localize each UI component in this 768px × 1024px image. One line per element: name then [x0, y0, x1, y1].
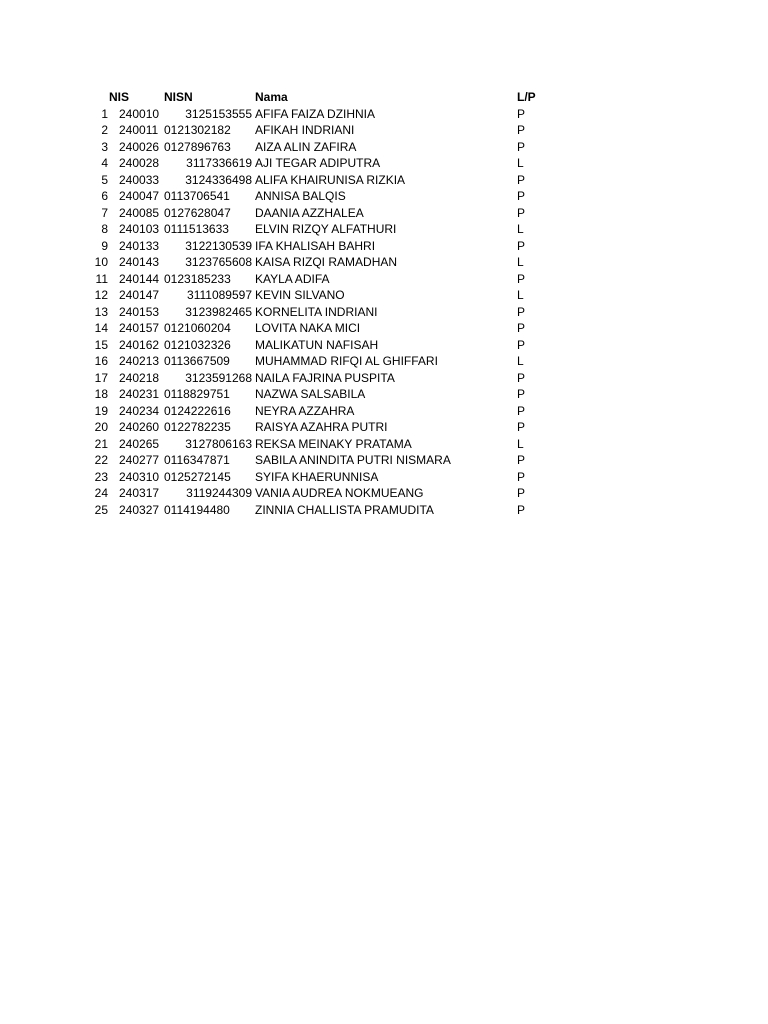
nisn-cell: 3123591268 — [185, 370, 252, 385]
table-row — [88, 304, 548, 321]
nis-cell: 240133 — [119, 238, 160, 253]
gender-cell: P — [517, 403, 526, 418]
row-number: 2 — [101, 123, 108, 137]
header-nama: Nama — [255, 90, 288, 104]
row-number: 15 — [94, 337, 108, 352]
gender-cell: L — [517, 288, 524, 302]
table-row — [88, 452, 548, 469]
nama-cell: KORNELITA INDRIANI — [255, 304, 378, 319]
row-number: 4 — [101, 156, 108, 170]
gender-cell: P — [517, 304, 526, 319]
nis-cell: 240234 — [119, 403, 160, 418]
nis-cell: 240260 — [119, 420, 160, 434]
nama-cell: RAISYA AZAHRA PUTRI — [255, 420, 388, 434]
nisn-cell: 0127896763 — [164, 139, 231, 154]
row-number: 10 — [94, 255, 108, 269]
nisn-cell: 0121032326 — [164, 337, 231, 352]
table-row — [88, 403, 548, 420]
nis-cell: 240317 — [119, 486, 160, 500]
student-rows — [88, 106, 548, 519]
nis-cell: 240103 — [119, 222, 160, 236]
gender-cell: L — [517, 255, 524, 269]
row-number: 9 — [101, 238, 108, 253]
nis-cell: 240147 — [119, 288, 160, 302]
nisn-cell: 0111513633 — [164, 222, 229, 236]
row-number: 21 — [94, 436, 108, 451]
student-list-sheet — [88, 89, 548, 518]
nama-cell: NEYRA AZZAHRA — [255, 403, 355, 418]
nama-cell: AIZA ALIN ZAFIRA — [255, 139, 357, 154]
nama-cell: ZINNIA CHALLISTA PRAMUDITA — [255, 502, 434, 517]
nis-cell: 240143 — [119, 255, 160, 269]
nis-cell: 240327 — [119, 502, 160, 517]
gender-cell: P — [517, 370, 526, 385]
nisn-cell: 0118829751 — [164, 387, 230, 401]
nis-cell: 240011 — [119, 123, 159, 137]
nisn-cell: 0125272145 — [164, 469, 231, 484]
nis-cell: 240231 — [119, 387, 160, 401]
nisn-cell: 3124336498 — [185, 172, 252, 187]
gender-cell: P — [517, 321, 526, 335]
nisn-cell: 0116347871 — [164, 453, 230, 467]
table-row — [88, 238, 548, 255]
nisn-cell: 0113667509 — [164, 354, 230, 368]
table-row — [88, 436, 548, 453]
gender-cell: P — [517, 469, 526, 484]
nis-cell: 240213 — [119, 354, 160, 368]
nis-cell: 240162 — [119, 337, 160, 352]
nisn-cell: 3127806163 — [185, 436, 252, 451]
table-row — [88, 139, 548, 156]
row-number: 17 — [94, 370, 108, 385]
table-row — [88, 188, 548, 205]
nis-cell: 240085 — [119, 205, 160, 220]
row-number: 25 — [94, 502, 108, 517]
gender-cell: P — [517, 106, 526, 121]
table-row — [88, 469, 548, 486]
nama-cell: AJI TEGAR ADIPUTRA — [255, 156, 381, 170]
header-nis: NIS — [109, 90, 130, 104]
nis-cell: 240033 — [119, 172, 160, 187]
row-number: 11 — [95, 271, 108, 286]
nama-cell: IFA KHALISAH BAHRI — [255, 238, 376, 253]
table-row — [88, 353, 548, 370]
row-number: 1 — [101, 106, 108, 121]
nis-cell: 240026 — [119, 139, 160, 154]
nisn-cell: 3123982465 — [185, 304, 252, 319]
nama-cell: MUHAMMAD RIFQI AL GHIFFARI — [255, 354, 438, 368]
table-row — [88, 205, 548, 222]
nis-cell: 240265 — [119, 436, 160, 451]
gender-cell: L — [517, 354, 524, 368]
row-number: 16 — [94, 354, 108, 368]
nis-cell: 240310 — [119, 469, 160, 484]
gender-cell: P — [517, 502, 526, 517]
row-number: 12 — [94, 288, 108, 302]
nisn-cell: 3122130539 — [185, 238, 252, 253]
table-row — [88, 254, 548, 271]
table-row — [88, 155, 548, 172]
row-number: 23 — [94, 469, 108, 484]
nama-cell: VANIA AUDREA NOKMUEANG — [255, 486, 424, 500]
header-nisn: NISN — [164, 90, 193, 104]
row-number: 3 — [101, 139, 108, 154]
nis-cell: 240157 — [119, 321, 160, 335]
row-number: 24 — [94, 486, 108, 500]
nis-cell: 240028 — [119, 156, 160, 170]
nama-cell: KAISA RIZQI RAMADHAN — [255, 255, 398, 269]
gender-cell: P — [517, 123, 526, 137]
nisn-cell: 0121302182 — [164, 123, 231, 137]
table-row — [88, 106, 548, 123]
row-number: 14 — [94, 321, 108, 335]
nisn-cell: 0123185233 — [164, 271, 231, 286]
row-number: 13 — [94, 304, 108, 319]
gender-cell: P — [517, 172, 526, 187]
gender-cell: P — [517, 205, 526, 220]
nisn-cell: 0124222616 — [164, 403, 231, 418]
nis-cell: 240277 — [119, 453, 160, 467]
nama-cell: ANNISA BALQIS — [255, 189, 346, 203]
nama-cell: KEVIN SILVANO — [255, 288, 345, 302]
nama-cell: AFIKAH INDRIANI — [255, 123, 355, 137]
nama-cell: AFIFA FAIZA DZIHNIA — [255, 106, 376, 121]
nama-cell: REKSA MEINAKY PRATAMA — [255, 436, 412, 451]
table-row — [88, 386, 548, 403]
nama-cell: ELVIN RIZQY ALFATHURI — [255, 222, 397, 236]
header-row — [88, 89, 548, 106]
nama-cell: ALIFA KHAIRUNISA RIZKIA — [255, 172, 406, 187]
gender-cell: P — [517, 387, 526, 401]
nis-cell: 240047 — [119, 189, 160, 203]
row-number: 20 — [94, 420, 108, 434]
table-row — [88, 271, 548, 288]
row-number: 8 — [101, 222, 108, 236]
gender-cell: P — [517, 238, 526, 253]
table-row — [88, 122, 548, 139]
nisn-cell: 3119244309 — [186, 486, 252, 500]
gender-cell: P — [517, 139, 526, 154]
table-row — [88, 221, 548, 238]
nis-cell: 240144 — [119, 271, 160, 286]
nisn-cell: 3123765608 — [185, 255, 252, 269]
gender-cell: L — [517, 436, 524, 451]
gender-cell: P — [517, 486, 526, 500]
header-lp: L/P — [517, 90, 536, 104]
gender-cell: P — [517, 271, 526, 286]
nisn-cell: 0122782235 — [164, 420, 231, 434]
nisn-cell: 0121060204 — [164, 321, 231, 335]
table-row — [88, 337, 548, 354]
nisn-cell: 0127628047 — [164, 205, 231, 220]
gender-cell: P — [517, 189, 526, 203]
table-row — [88, 172, 548, 189]
nama-cell: LOVITA NAKA MICI — [255, 321, 361, 335]
nis-cell: 240010 — [119, 106, 160, 121]
gender-cell: P — [517, 420, 526, 434]
row-number: 19 — [94, 403, 108, 418]
nisn-cell: 0113706541 — [164, 189, 230, 203]
nama-cell: MALIKATUN NAFISAH — [255, 337, 379, 352]
row-number: 6 — [101, 189, 108, 203]
nama-cell: NAILA FAJRINA PUSPITA — [255, 370, 395, 385]
nisn-cell: 3125153555 — [185, 106, 252, 121]
nama-cell: DAANIA AZZHALEA — [255, 205, 364, 220]
table-row — [88, 370, 548, 387]
nama-cell: KAYLA ADIFA — [255, 271, 330, 286]
nisn-cell: 3111089597 — [187, 288, 252, 302]
row-number: 22 — [94, 453, 108, 467]
gender-cell: L — [517, 222, 524, 236]
nama-cell: NAZWA SALSABILA — [255, 387, 366, 401]
nisn-cell: 0114194480 — [164, 502, 230, 517]
nisn-cell: 3117336619 — [186, 156, 252, 170]
nis-cell: 240218 — [119, 370, 160, 385]
gender-cell: P — [517, 453, 526, 467]
gender-cell: L — [517, 156, 524, 170]
table-row — [88, 502, 548, 519]
row-number: 7 — [101, 205, 108, 220]
nama-cell: SYIFA KHAERUNNISA — [255, 469, 379, 484]
gender-cell: P — [517, 337, 526, 352]
table-row — [88, 320, 548, 337]
row-number: 18 — [94, 387, 108, 401]
table-row — [88, 485, 548, 502]
table-row — [88, 419, 548, 436]
row-number: 5 — [101, 172, 108, 187]
nama-cell: SABILA ANINDITA PUTRI NISMARA — [255, 453, 451, 467]
nis-cell: 240153 — [119, 304, 160, 319]
table-row — [88, 287, 548, 304]
